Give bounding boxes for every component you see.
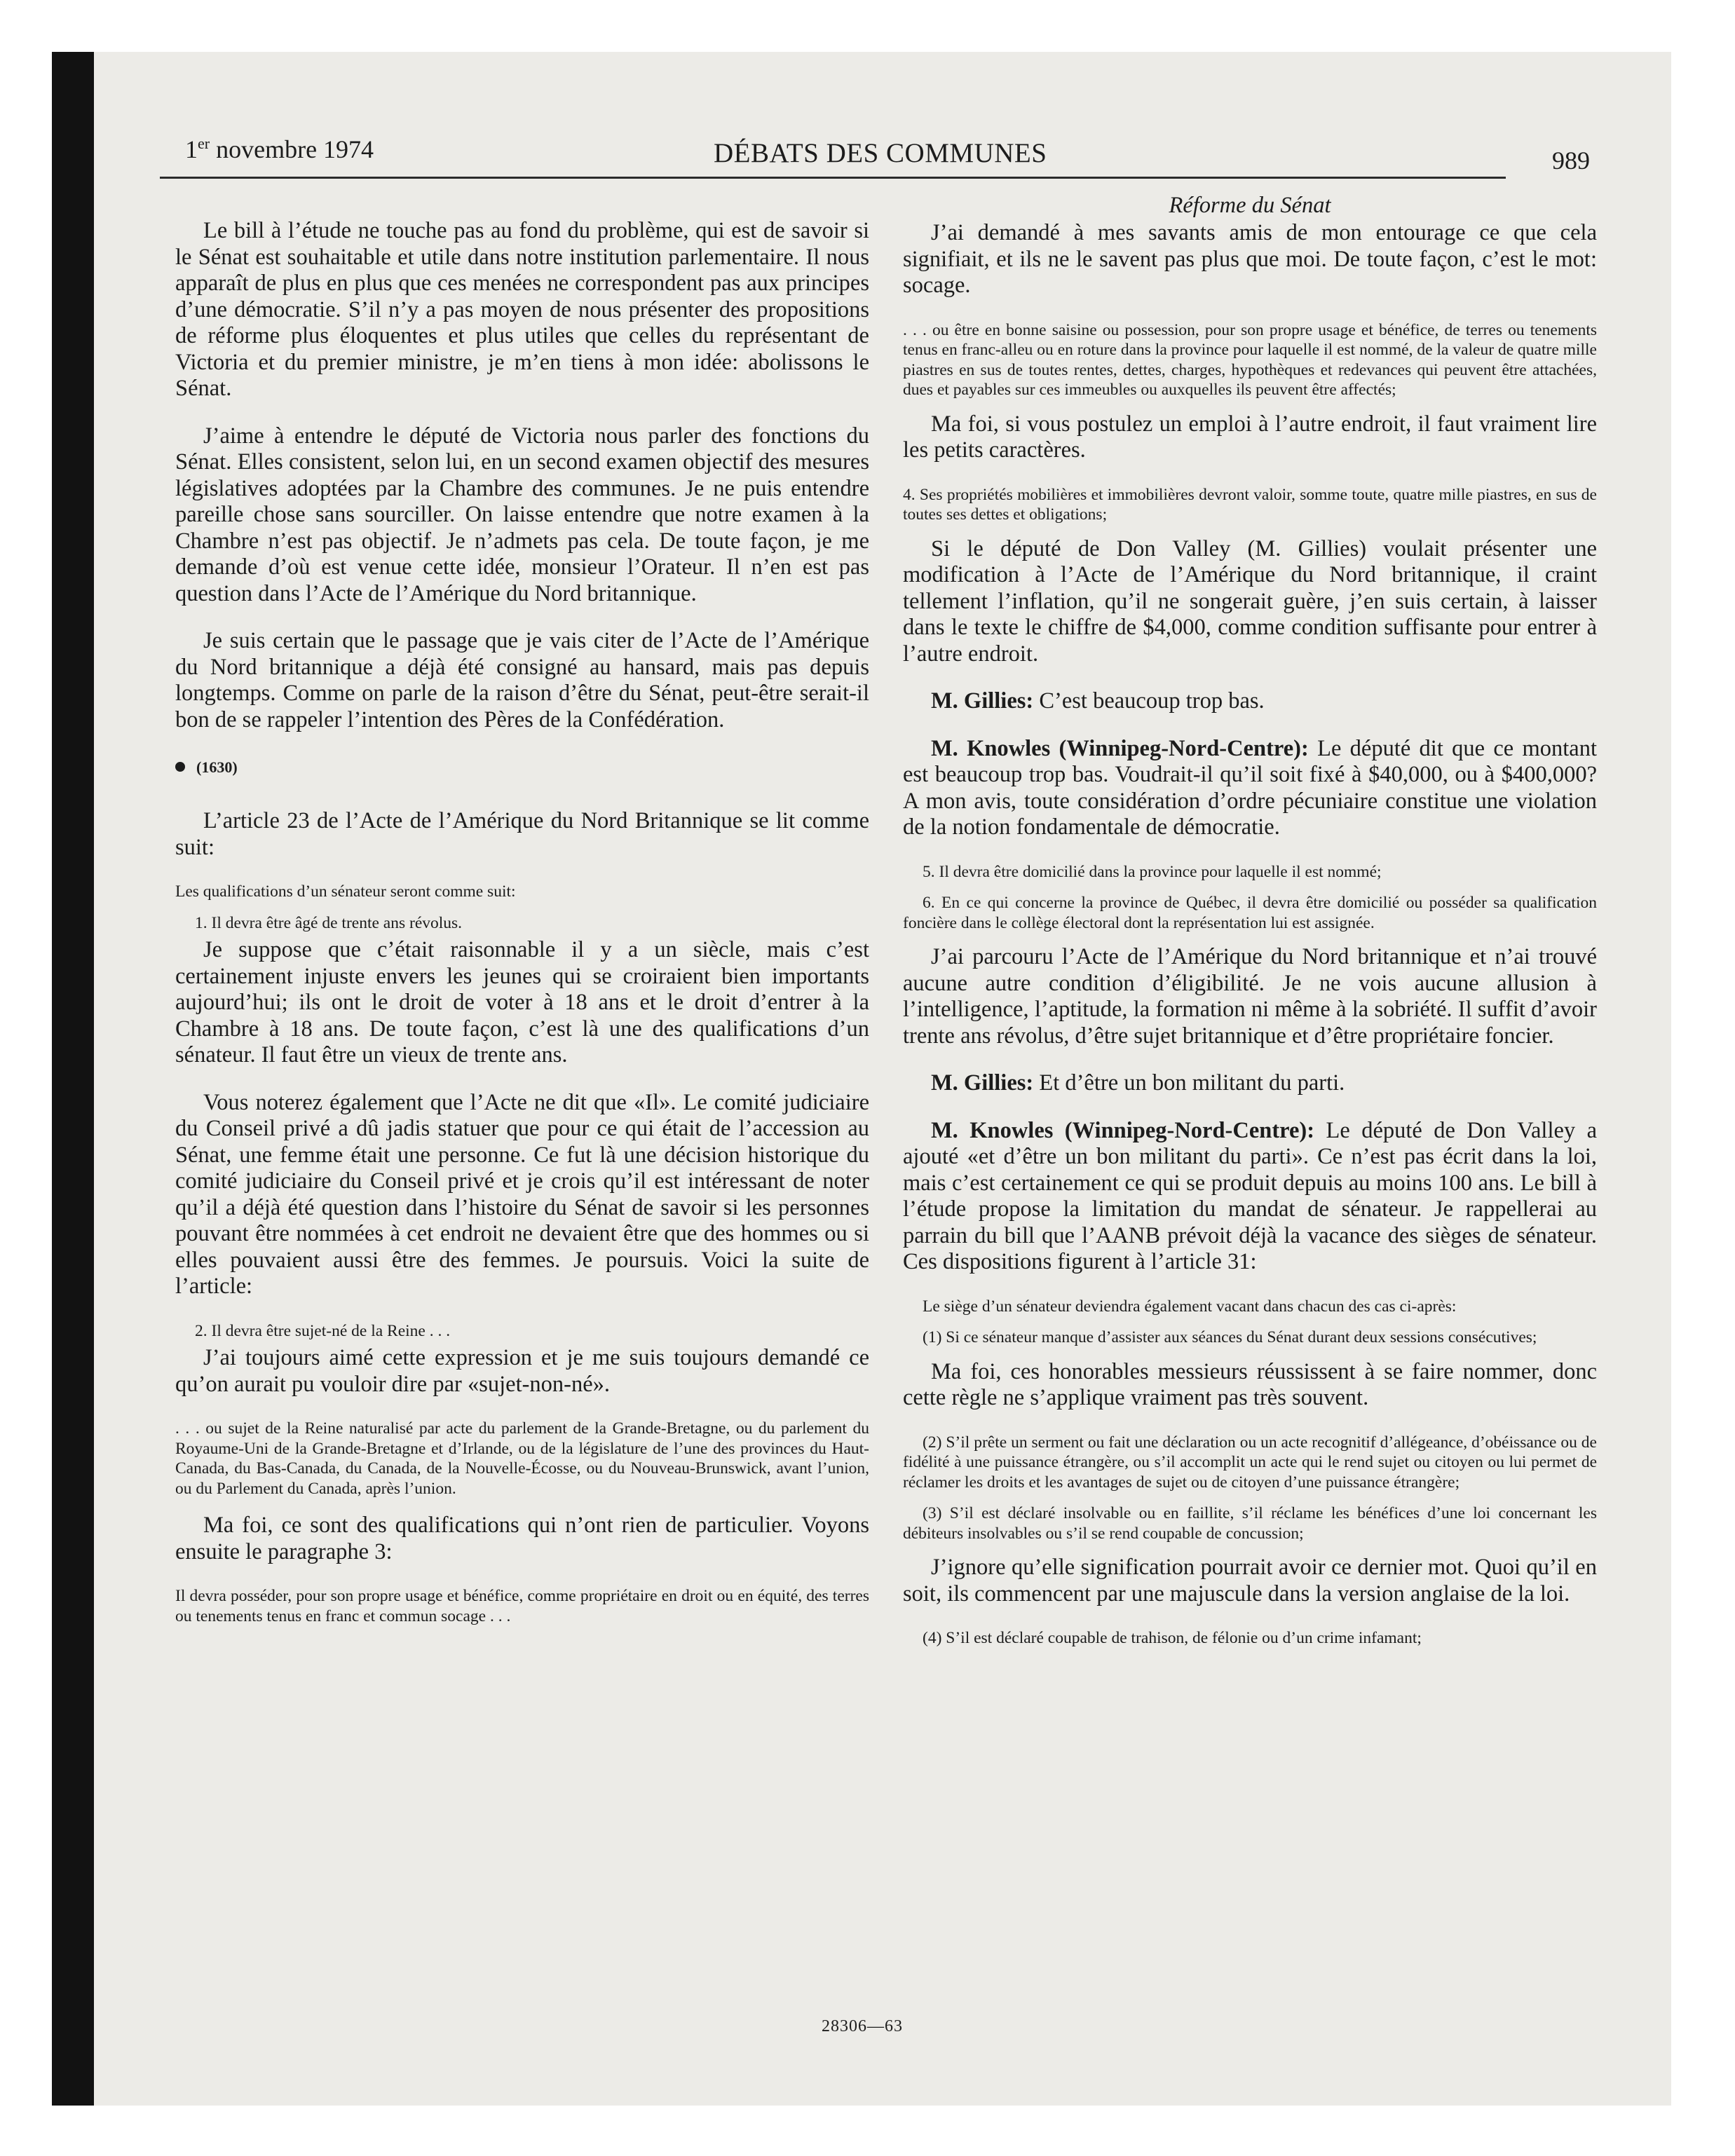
left-column	[175, 193, 869, 1637]
quotation: Il devra posséder, pour son propre usage et bénéfice, comme propriétaire en droit ou en équité, des terres ou tenements tenus en franc et commun socage . . .	[175, 1587, 869, 1625]
hansard-page	[160, 112, 1607, 2075]
quotation: 4. Ses propriétés mobilières et immobilières devront valoir, somme toute, quatre mille piastres, en sus de toutes ses dettes et obligations;	[903, 485, 1597, 524]
paragraph: Le bill à l’étude ne touche pas au fond du problème, qui est de savoir si le Sénat est souhaitable et utile dans notre institution parlementaire. Il nous apparaît de plus en plus que ces menées ne correspondent pas aux principes d’une démocratie. S’il n’y a pas moyen de nous présenter des propositions de réforme plus éloquentes et plus utiles que celles du représentant de Victoria et du premier ministre, je m’en tiens à mon idée: abolissons le Sénat.	[175, 218, 869, 401]
speaker-paragraph: M. Knowles (Winnipeg-Nord-Centre): Le député de Don Valley a ajouté «et d’être un bon militant du parti». Ce n’est pas écrit dans la loi, mais c’est certainement ce qui se produit depuis au moins 100 ans. Le bill à l’étude propose la limitation du mandat de sénateur. Je rappellerai au parrain du bill que l’AANB prévoit déjà la vacance des sièges de sénateur. Ces dispositions figurent à l’article 31:	[903, 1117, 1597, 1274]
page-footer: 28306—63	[822, 2017, 903, 2035]
speaker-name: M. Gillies:	[931, 1070, 1034, 1096]
binding-edge	[52, 52, 94, 2106]
speaker-paragraph: M. Gillies: Et d’être un bon militant du parti.	[931, 1070, 1345, 1096]
speaker-paragraph: M. Knowles (Winnipeg-Nord-Centre): Le député dit que ce montant est beaucoup trop bas. Voudrait-il qu’il soit fixé à $40,000, ou à $400,000? A mon avis, toute considération d’ordre pécuniaire constitue une violation de la notion fondamentale de démocratie.	[903, 735, 1597, 840]
speaker-paragraph: M. Gillies: C’est beaucoup trop bas.	[931, 688, 1265, 714]
paragraph: Ma foi, ce sont des qualifications qui n’ont rien de particulier. Voyons ensuite le paragraphe 3:	[175, 1513, 869, 1564]
paragraph: Si le député de Don Valley (M. Gillies) voulait présenter une modification à l’Acte de l’Amérique du Nord britannique, il craint tellement l’inflation, qu’il ne songerait guère, j’en suis certain, à laisser dans le texte le chiffre de $4,000, comme condition suffisante pour entrer à l’autre endroit.	[903, 535, 1597, 667]
speaker-name: M. Gillies:	[931, 688, 1034, 714]
paragraph: J’ai demandé à mes savants amis de mon entourage ce que cela signifiait, et ils ne le savent pas plus que moi. De toute façon, c’est le mot: socage.	[903, 220, 1597, 298]
quotation: . . . ou sujet de la Reine naturalisé par acte du parlement de la Grande-Bretagne, ou du parlement du Royaume-Uni de la Grande-Bretagne et d’Irlande, ou de la législature de l’une des provinces du Haut-Canada, du Bas-Canada, du Canada, de la Nouvelle-Écosse, ou du Nouveau-Brunswick, avant l’union, ou du Parlement du Canada, après l’union.	[175, 1419, 869, 1498]
quotation: . . . ou être en bonne saisine ou possession, pour son propre usage et bénéfice, de terres ou tenements tenus en franc-alleu ou en roture dans la province pour laquelle il est nommé, de la valeur de quatre mille piastres en sus de toutes rentes, dettes, charges, hypothèques et redevances qui peuvent être attachées, dues et payables sur ces immeubles ou auxquelles ils peuvent être affectés;	[903, 320, 1597, 399]
quotation: (1) Si ce sénateur manque d’assister aux séances du Sénat durant deux sessions consécutives;	[923, 1328, 1537, 1346]
bullet-icon	[175, 762, 185, 772]
right-column	[903, 193, 1597, 1660]
speaker-name: M. Knowles (Winnipeg-Nord-Centre):	[931, 1117, 1315, 1143]
quotation: Le siège d’un sénateur deviendra également vacant dans chacun des cas ci-après:	[923, 1297, 1457, 1316]
paragraph: Ma foi, si vous postulez un emploi à l’autre endroit, il faut vraiment lire les petits caractères.	[903, 411, 1597, 463]
page-number: 989	[1552, 146, 1590, 175]
speaker-name: M. Knowles (Winnipeg-Nord-Centre):	[931, 735, 1309, 761]
paragraph: J’ai toujours aimé cette expression et je me suis toujours demandé ce qu’on aurait pu vouloir dire par «sujet-non-né».	[175, 1345, 869, 1397]
paragraph: J’ai parcouru l’Acte de l’Amérique du Nord britannique et n’ai trouvé aucune autre condition d’éligibilité. Je ne vois aucune allusion à l’intelligence, l’aptitude, la formation ni même à la sobriété. Il suffit d’avoir trente ans révolus, d’être sujet britannique et d’être propriétaire foncier.	[903, 944, 1597, 1049]
quotation: 6. En ce qui concerne la province de Québec, il devra être domicilié ou posséder sa qualification foncière dans le collège électoral dont la représentation lui est assignée.	[903, 894, 1597, 932]
quotation: (3) S’il est déclaré insolvable ou en faillite, s’il réclame les bénéfices d’une loi concernant les débiteurs insolvables ou s’il se rend coupable de concussion;	[903, 1504, 1597, 1543]
paragraph: Vous noterez également que l’Acte ne dit que «Il». Le comité judiciaire du Conseil privé a dû jadis statuer que pour ce qui était de l’accession au Sénat, une femme était une personne. Ce fut là une décision historique du comité judiciaire du Conseil privé et je crois qu’il est intéressant de noter qu’il a déjà été question dans l’histoire du Sénat de savoir si les personnes pouvant être nommées à cet endroit ne devaient être que des hommes ou si elles pouvaient aussi être des femmes. Je poursuis. Voici la suite de l’article:	[175, 1089, 869, 1299]
quotation: 2. Il devra être sujet-né de la Reine . . .	[195, 1321, 451, 1340]
paragraph: Je suis certain que le passage que je vais citer de l’Acte de l’Amérique du Nord britannique a déjà été consigné au hansard, mais pas depuis longtemps. Comme on parle de la raison d’être du Sénat, peut-être serait-il bon de se rappeler l’intention des Pères de la Confédération.	[175, 628, 869, 732]
header-date: 1er novembre 1974	[185, 135, 374, 163]
section-subheading: Réforme du Sénat	[1169, 193, 1331, 218]
quotation: 5. Il devra être domicilié dans la province pour laquelle il est nommé;	[923, 862, 1382, 881]
running-header	[160, 112, 1607, 182]
paragraph: L’article 23 de l’Acte de l’Amérique du Nord Britannique se lit comme suit:	[175, 808, 869, 860]
time-marker: (1630)	[175, 754, 869, 780]
paragraph: Je suppose que c’était raisonnable il y a un siècle, mais c’est certainement injuste envers les jeunes qui se croiraient bien importants aujourd’hui; ils ont le droit de voter à 18 ans et le droit d’entrer à la Chambre à 18 ans. De toute façon, c’est là une des qualifications d’un sénateur. Il faut être un vieux de trente ans.	[175, 937, 869, 1067]
paragraph: J’aime à entendre le député de Victoria nous parler des fonctions du Sénat. Elles consistent, selon lui, en un second examen objectif des mesures législatives adoptées par la Chambre des communes. Je ne puis entendre pareille chose sans sourciller. On laisse entendre que notre examen à la Chambre n’est pas objectif. Je n’admets pas cela. De toute façon, je me demande d’où est venue cette idée, monsieur l’Orateur. Il n’en est pas question dans l’Acte de l’Amérique du Nord britannique.	[175, 423, 869, 606]
header-title: DÉBATS DES COMMUNES	[714, 138, 1047, 168]
quotation: 1. Il devra être âgé de trente ans révolus.	[195, 913, 463, 932]
quotation: (4) S’il est déclaré coupable de trahison, de félonie ou d’un crime infamant;	[923, 1629, 1422, 1647]
quotation: (2) S’il prête un serment ou fait une déclaration ou un acte recognitif d’allégeance, d’obéissance ou de fidélité à une puissance étrangère, ou s’il accomplit un acte qui le rend sujet ou citoyen ou lui permet de réclamer les droits et les avantages de sujet ou de citoyen d’une puissance étrangère;	[903, 1433, 1597, 1492]
paragraph: J’ignore qu’elle signification pourrait avoir ce dernier mot. Quoi qu’il en soit, ils commencent par une majuscule dans la version anglaise de la loi.	[903, 1555, 1597, 1606]
paragraph: Ma foi, ces honorables messieurs réussissent à se faire nommer, donc cette règle ne s’applique vraiment pas très souvent.	[903, 1358, 1597, 1410]
header-rule	[160, 177, 1506, 179]
quotation: Les qualifications d’un sénateur seront comme suit:	[175, 882, 516, 901]
